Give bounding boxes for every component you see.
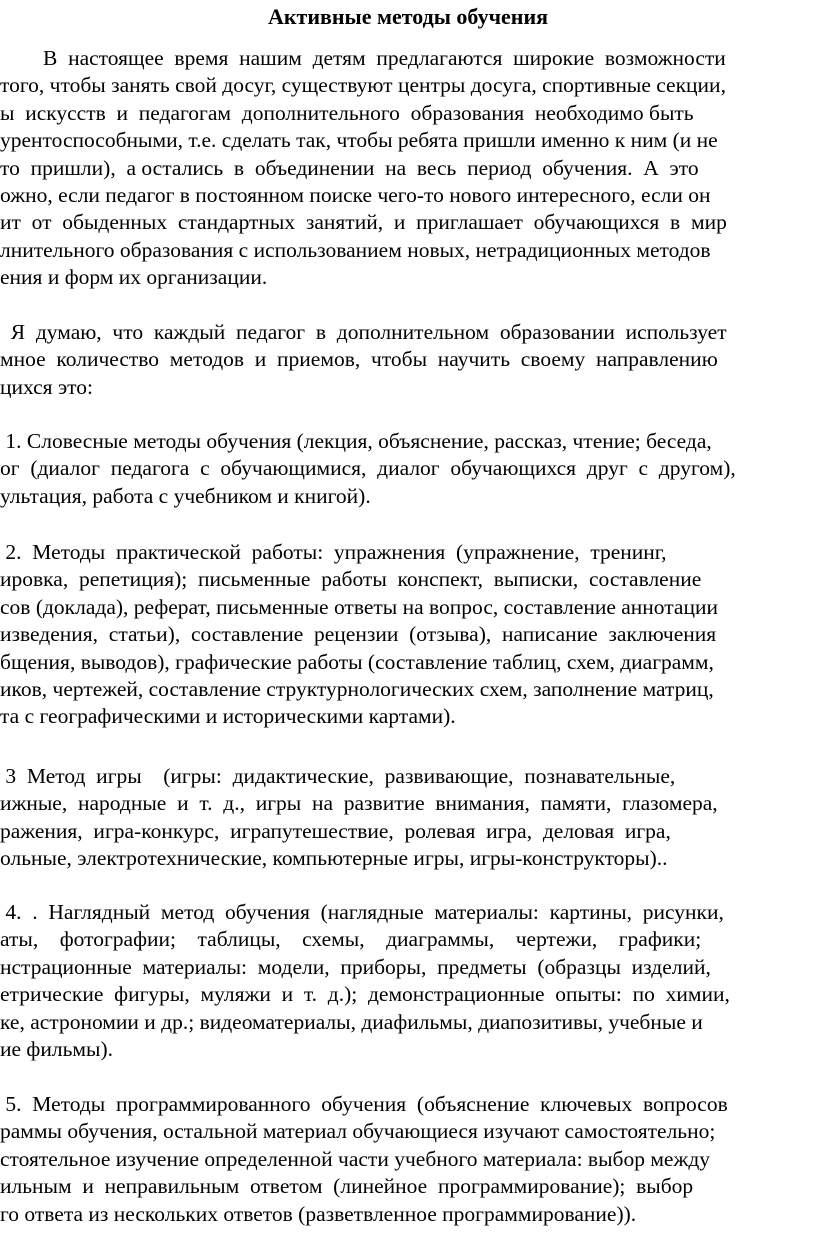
paragraph-3-line-3: ультация, работа с учебником и книгой). [0, 483, 371, 508]
paragraph-6-line-6: ие фильмы). [0, 1037, 113, 1061]
paragraph-1-line-4: урентоспособными, т.е. сделать так, чтобы ребята пришли именно к ним (и не [0, 128, 718, 153]
paragraph-4-line-2: ировка, репетиция); письменные работы конспект, выписки, составление [0, 567, 702, 592]
paragraph-4-line-6: иков, чертежей, составление структурнологических схем, заполнение матриц, [0, 677, 714, 701]
paragraph-1-line-8: лнительного образования с использованием новых, нетрадиционных методов [0, 237, 711, 262]
paragraph-2-line-1: Я думаю, что каждый педагог в дополнительном образовании использует [0, 320, 727, 344]
paragraph-4-line-1: 2. Методы практической работы: упражнения (упражнение, тренинг, [0, 540, 667, 564]
paragraph-1-line-5: то пришли), а остались в объединении на весь период обучения. А это [0, 155, 699, 180]
paragraph-2-line-2: мное количество методов и приемов, чтобы научить своему направлению [0, 347, 718, 372]
paragraph-4-line-5: бщения, выводов), графические работы (составление таблиц, схем, диаграмм, [0, 649, 714, 674]
paragraph-6-line-5: ке, астрономии и др.; видеоматериалы, диафильмы, диапозитивы, учебные и [0, 1009, 703, 1034]
paragraph-2-line-3: цихся это: [0, 374, 94, 399]
paragraph-6-line-4: етрические фигуры, муляжи и т. д.); демонстрационные опыты: по химии, [0, 982, 730, 1007]
paragraph-7-line-1: 5. Методы программированного обучения (объяснение ключевых вопросов [0, 1092, 728, 1116]
paragraph-5-line-2: ижные, народные и т. д., игры на развитие внимания, памяти, глазомера, [0, 791, 718, 816]
paragraph-5-line-3: ражения, игра-конкурс, играпутешествие, ролевая игра, деловая игра, [0, 818, 671, 843]
paragraph-6-line-1: 4. . Наглядный метод обучения (наглядные материалы: картины, рисунки, [0, 900, 724, 924]
document-title: Активные методы обучения [267, 4, 549, 29]
paragraph-7-line-4: ильным и неправильным ответом (линейное программирование); выбор [0, 1174, 694, 1199]
paragraph-1-line-2: того, чтобы занять свой досуг, существуют центры досуга, спортивные секции, [0, 73, 726, 98]
paragraph-7-line-3: стоятельное изучение определенной части учебного материала: выбор между [0, 1146, 711, 1171]
paragraph-4-line-4: изведения, статьи), составление рецензии (отзыва), написание заключения [0, 622, 717, 647]
paragraph-7-line-2: раммы обучения, остальной материал обучающиеся изучают самостоятельно; [0, 1119, 716, 1144]
paragraph-4-line-3: сов (доклада), реферат, письменные ответы на вопрос, составление аннотации [0, 594, 718, 619]
paragraph-1-line-9: ения и форм их организации. [0, 265, 268, 290]
paragraph-1-line-6: ожно, если педагог в постоянном поиске чего-то нового интересного, если он [0, 183, 711, 207]
paragraph-1-line-1: В настоящее время нашим детям предлагаются широкие возможности [0, 46, 726, 70]
paragraph-5-line-1: 3 Метод игры (игры: дидактические, развивающие, познавательные, [0, 764, 676, 788]
paragraph-1-line-3: ы искусств и педагогам дополнительного образования необходимо быть [0, 100, 694, 125]
paragraph-4-line-7: та с географическими и историческими картами). [0, 704, 456, 729]
paragraph-6-line-3: нстрационные материалы: модели, приборы, предметы (образцы изделий, [0, 954, 711, 979]
paragraph-5-line-4: ольные, электротехнические, компьютерные игры, игры-конструкторы).. [0, 846, 668, 871]
paragraph-3-line-1: 1. Словесные методы обучения (лекция, объяснение, рассказ, чтение; беседа, [0, 429, 712, 453]
paragraph-7-line-5: го ответа из нескольких ответов (разветвленное программирование)). [0, 1201, 637, 1226]
paragraph-1-line-7: ит от обыденных стандартных занятий, и приглашает обучающихся в мир [0, 210, 727, 235]
paragraph-6-line-2: аты, фотографии; таблицы, схемы, диаграммы, чертежи, графики; [0, 927, 702, 952]
paragraph-3-line-2: ог (диалог педагога с обучающимися, диалог обучающихся друг с другом), [0, 456, 736, 481]
